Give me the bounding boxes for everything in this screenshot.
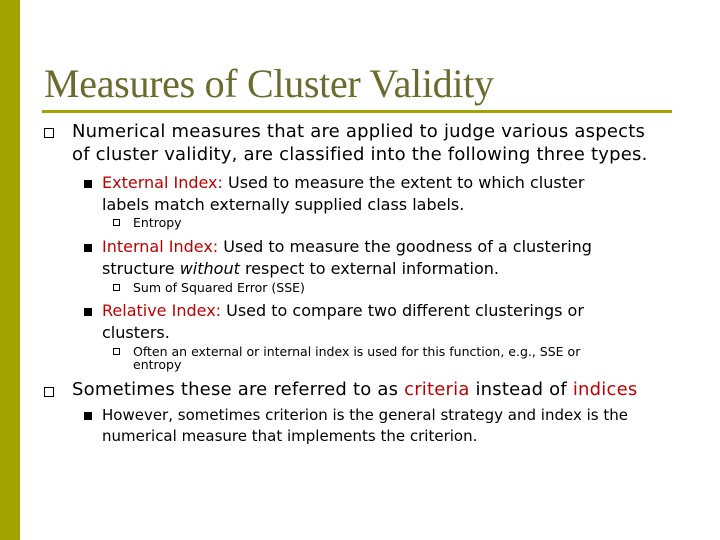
bullet-1-line-2: of cluster validity, are classified into the following three types. xyxy=(72,144,648,165)
filled-square-bullet-icon xyxy=(84,180,92,188)
internal-index-line-1 xyxy=(102,236,592,258)
hollow-square-bullet-icon xyxy=(44,128,54,138)
title-divider xyxy=(42,110,672,113)
internal-index-line-2 xyxy=(102,258,499,280)
filled-square-bullet-icon xyxy=(84,412,92,420)
slide-title: Measures of Cluster Validity xyxy=(44,61,494,106)
hollow-square-bullet-icon xyxy=(113,219,120,226)
relative-index-sub-line-1: Often an external or internal index is used for this function, e.g., SSE or xyxy=(133,344,581,359)
bullet-2-sub-line-2: numerical measure that implements the criterion. xyxy=(102,427,478,445)
criteria-term: criteria xyxy=(404,379,470,400)
filled-square-bullet-icon xyxy=(84,308,92,316)
hollow-square-bullet-icon xyxy=(113,348,120,355)
bullet-2-mid: instead of xyxy=(469,379,573,400)
indices-term: indices xyxy=(572,379,638,400)
external-index-line-2: labels match externally supplied class labels. xyxy=(102,195,465,214)
external-index-line-1 xyxy=(102,172,584,194)
hollow-square-bullet-icon xyxy=(113,284,120,291)
relative-index-line-1 xyxy=(102,300,584,322)
internal-index-text: Used to measure the goodness of a clustering xyxy=(218,237,592,256)
external-index-text: Used to measure the extent to which cluster xyxy=(222,173,585,192)
bullet-2-sub-line-1: However, sometimes criterion is the general strategy and index is the xyxy=(102,406,628,424)
filled-square-bullet-icon xyxy=(84,244,92,252)
relative-index-text: Used to compare two different clusterings or xyxy=(221,301,584,320)
bullet-2-pre: Sometimes these are referred to as xyxy=(72,379,405,400)
relative-index-sub-line-2: entropy xyxy=(133,357,182,372)
bullet-1-line-1: Numerical measures that are applied to judge various aspects xyxy=(72,121,646,142)
relative-index-line-2: clusters. xyxy=(102,323,170,342)
internal-index-line-2-pre: structure xyxy=(102,259,180,278)
internal-index-term: Internal Index: xyxy=(102,237,219,256)
relative-index-term: Relative Index: xyxy=(102,301,222,320)
external-index-sub-entropy: Entropy xyxy=(133,215,182,230)
bullet-2-line xyxy=(72,378,637,401)
sidebar-accent-bar xyxy=(0,0,20,540)
internal-index-without: without xyxy=(179,259,240,278)
hollow-square-bullet-icon xyxy=(44,387,54,397)
internal-index-sub-sse: Sum of Squared Error (SSE) xyxy=(133,280,305,295)
external-index-term: External Index: xyxy=(102,173,223,192)
internal-index-line-2-post: respect to external information. xyxy=(239,259,500,278)
